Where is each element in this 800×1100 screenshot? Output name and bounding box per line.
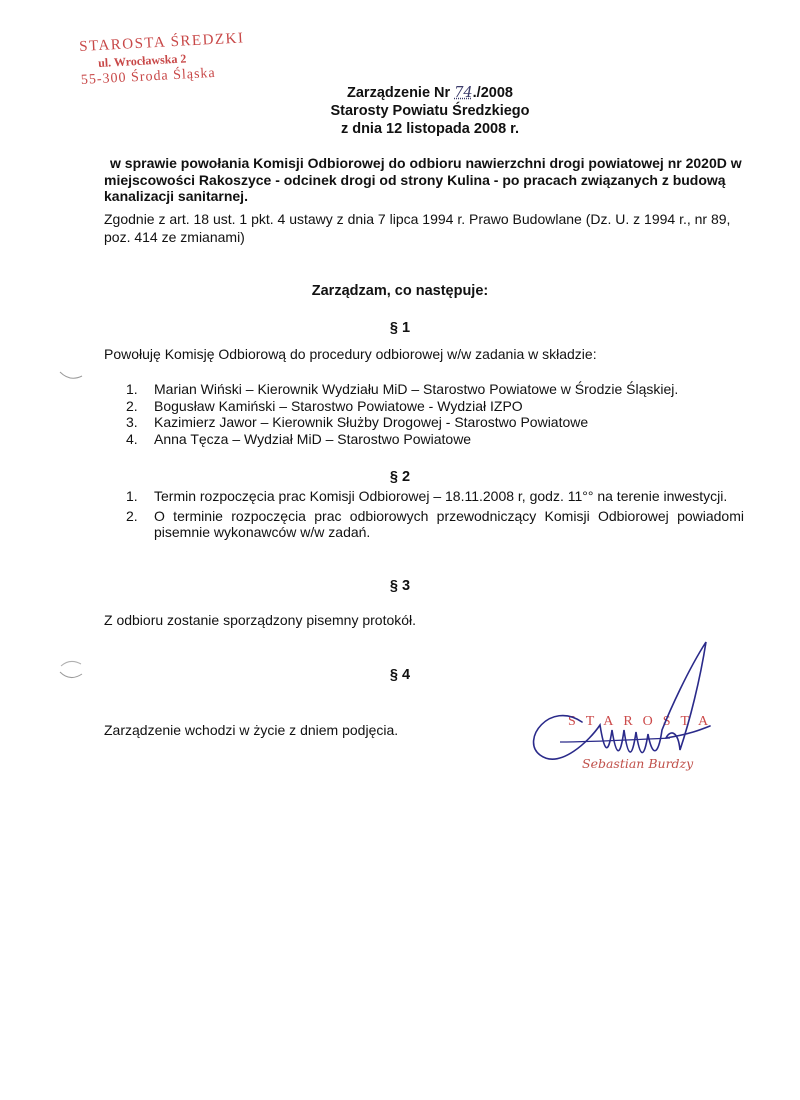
document-heading [300,84,560,138]
list-item: 1. Marian Wiński – Kierownik Wydziału MiD – Starostwo Powiatowe w Środzie Śląskiej. [126,381,679,397]
section-4-text: Zarządzenie wchodzi w życie z dniem podjęcia. [104,722,399,738]
list-item: 2. Bogusław Kamiński – Starostwo Powiatowe - Wydział IZPO [126,397,523,414]
subject-paragraph [104,155,754,205]
heading-line-2: Starosty Powiatu Średzkiego [330,103,530,119]
legal-basis: Zgodnie z art. 18 ust. 1 pkt. 4 ustawy z dnia 7 lipca 1994 r. Prawo Budowlane (Dz. U. z 1994 r., nr 89, poz. 414 ze zmianami) [104,211,731,245]
order-heading: Zarządzam, co następuje: [311,283,489,299]
stamp-office-name: STAROSTA ŚREDZKI [78,30,245,55]
heading-line-1 [300,84,560,102]
stamp-city: 55-300 Środa Śląska [80,65,217,88]
committee-members-list [104,381,744,447]
signature-name-stamp: Sebastian Burdzy [582,756,694,771]
signature-block [520,630,740,790]
heading-suffix: ./2008 [472,85,513,101]
punch-hole-mark-icon [58,368,84,382]
list-item: 2. O terminie rozpoczęcia prac odbiorowych przewodniczący Komisji Odbiorowej powiadomi pisemnie wykonawców w/w zadań. [126,507,744,540]
list-item: 3. Kazimierz Jawor – Kierownik Służby Drogowej - Starostwo Powiatowe [126,414,589,430]
list-item: 4. Anna Tęcza – Wydział MiD – Starostwo Powiatowe [126,430,472,447]
handwritten-number: 74 [454,85,473,101]
punch-hole-mark-icon [58,656,84,682]
stamp-street: ul. Wrocławska 2 [97,51,187,71]
section-1-intro: Powołuję Komisję Odbiorową do procedury odbiorowej w/w zadania w składzie: [104,346,597,362]
section-3-text: Z odbioru zostanie sporządzony pisemny protokół. [104,612,417,628]
heading-line-3: z dnia 12 listopada 2008 r. [340,121,520,137]
handwritten-signature-icon [520,630,740,790]
office-stamp [79,29,271,89]
heading-prefix: Zarządzenie Nr [347,85,455,101]
section-2-heading: § 2 [389,469,411,485]
section-1-heading: § 1 [389,320,411,336]
section-4-heading: § 4 [389,667,411,683]
section-3-heading: § 3 [389,578,411,594]
signature-title-stamp: STAROSTA [568,714,719,729]
section-2-list [104,488,744,541]
list-item: 1. Termin rozpoczęcia prac Komisji Odbiorowej – 18.11.2008 r, godz. 11°° na terenie inwestycji. [126,488,728,504]
subject-text: w sprawie powołania Komisji Odbiorowej do odbioru nawierzchni drogi powiatowej nr 2020D w miejscowości Rakoszyce - odcinek drogi od strony Kulina - po pracach związanych z budową kanalizacji sanitarnej. [104,155,742,204]
